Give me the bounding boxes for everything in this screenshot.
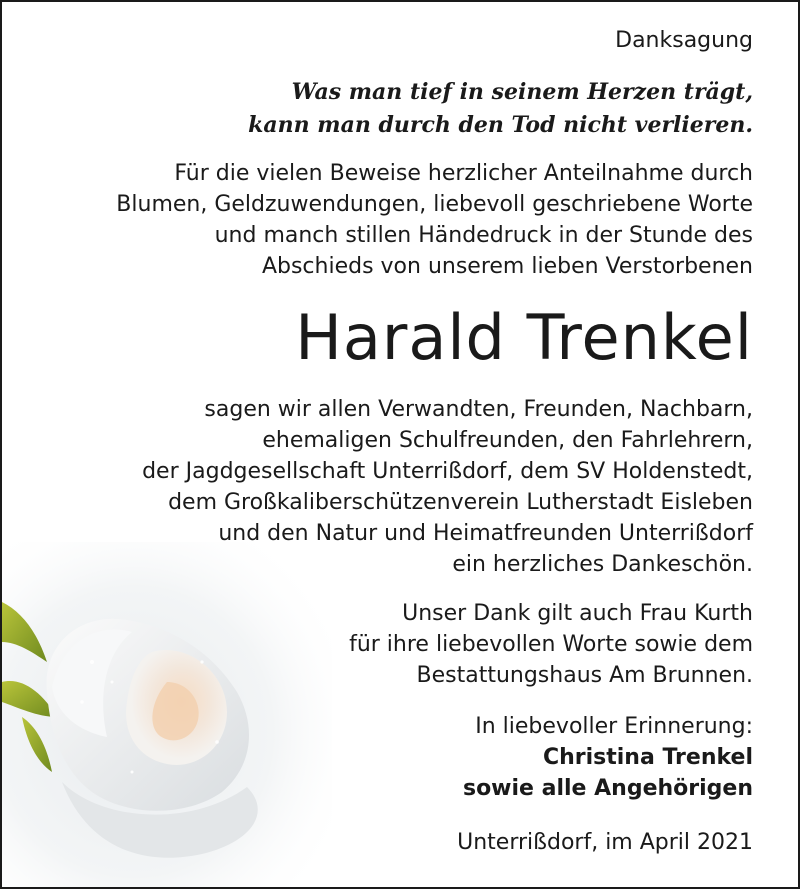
intro-paragraph xyxy=(116,158,753,282)
white-rose-image xyxy=(2,542,332,887)
quote-line: kann man durch den Tod nicht verlieren. xyxy=(248,112,753,138)
thanks-line: ehemaligen Schulfreunden, den Fahrlehrern, xyxy=(262,428,753,453)
extra-line: Bestattungshaus Am Brunnen. xyxy=(416,663,753,688)
thanks-line: der Jagdgesellschaft Unterrißdorf, dem SV Holdenstedt, xyxy=(142,459,753,484)
additional-thanks xyxy=(349,598,753,691)
thanks-line: ein herzliches Dankeschön. xyxy=(452,552,753,577)
intro-line: Für die vielen Beweise herzlicher Anteilnahme durch xyxy=(174,161,753,186)
thanks-line: dem Großkaliberschützenverein Lutherstadt Eisleben xyxy=(168,490,753,515)
notice-heading: Danksagung xyxy=(615,28,753,53)
signature-name: Christina Trenkel xyxy=(542,745,753,770)
thanks-line: sagen wir allen Verwandten, Freunden, Nachbarn, xyxy=(204,397,753,422)
intro-line: Abschieds von unserem lieben Verstorbenen xyxy=(261,254,753,279)
quote-line: Was man tief in seinem Herzen trägt, xyxy=(291,79,753,105)
signature-block xyxy=(463,711,753,804)
intro-line: und manch stillen Händedruck in der Stunde des xyxy=(214,223,753,248)
thanks-line: und den Natur und Heimatfreunden Unterrißdorf xyxy=(218,521,753,546)
signature-name: sowie alle Angehörigen xyxy=(462,776,753,801)
signature-intro: In liebevoller Erinnerung: xyxy=(475,714,753,739)
memorial-quote xyxy=(248,76,753,142)
extra-line: für ihre liebevollen Worte sowie dem xyxy=(349,632,753,657)
deceased-name: Harald Trenkel xyxy=(295,301,753,374)
extra-line: Unser Dank gilt auch Frau Kurth xyxy=(402,601,753,626)
thanks-paragraph xyxy=(142,394,753,580)
intro-line: Blumen, Geldzuwendungen, liebevoll geschriebene Worte xyxy=(116,192,753,217)
place-date: Unterrißdorf, im April 2021 xyxy=(457,830,753,855)
